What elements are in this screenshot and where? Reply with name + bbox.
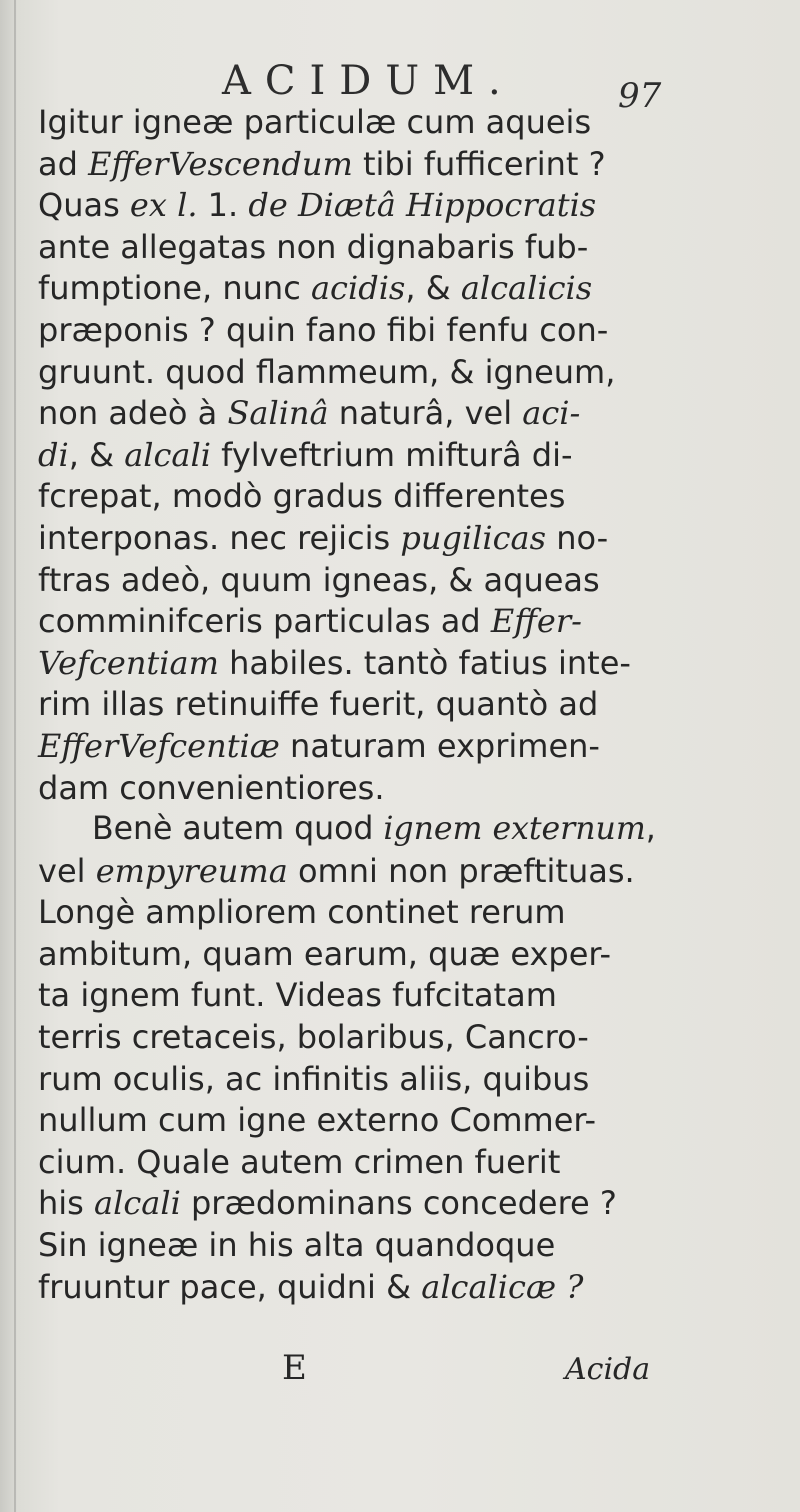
text-line [38,310,658,352]
text-run: interponas. nec rejicis [38,518,401,557]
text-line [38,352,658,394]
text-line [38,892,658,934]
text-line [38,643,658,685]
text-line [38,227,658,269]
text-run: Salinâ [227,394,329,433]
text-line [38,1100,658,1142]
text-run: cium. Quale autem crimen fuerit [38,1142,561,1181]
text-line [38,102,658,144]
text-run: ignem externum [383,811,646,848]
text-run: Quas [38,186,130,225]
text-run: naturâ, vel [328,394,523,433]
text-line [38,601,658,643]
text-run: habiles. tantò fatius inte- [218,643,631,682]
text-run: dam convenientiores. [38,768,385,807]
text-run: ante allegatas non dignabaris fub- [38,227,589,266]
text-run: Igitur igneæ particulæ cum aqueis [38,103,592,141]
text-line [38,393,658,435]
text-line [38,518,658,560]
text-run: de Diætâ Hippocratis [248,186,597,225]
text-run: naturam exprimen- [279,726,600,765]
text-run: alcali [124,435,211,474]
text-run: prædominans concedere ? [180,1184,617,1223]
text-run: alcalicis [460,269,593,308]
text-run: fylveftrium mifturâ di- [210,435,573,474]
text-run: di [38,435,69,474]
text-run: gruunt. quod flammeum, & igneum, [38,352,616,391]
text-run: Sin igneæ in his alta quandoque [38,1226,556,1265]
text-run: no- [546,518,609,557]
text-line [38,1267,658,1309]
text-run: empyreuma [95,851,288,890]
text-line [38,185,658,227]
text-run: ex l. [129,186,198,225]
text-run: acidis [310,269,406,308]
text-run: comminifceris particulas ad [38,602,491,641]
text-run: Benè autem quod [92,811,384,848]
text-run: tibi fufficerint ? [352,144,606,183]
catchword: Acida [565,1352,651,1387]
text-run: vel [38,851,96,890]
running-head: ACIDUM. [222,58,515,104]
text-run: fruuntur pace, quidni & [38,1267,422,1306]
text-line [38,476,658,518]
text-run: pugilicas [400,518,547,557]
signature-mark: E [282,1348,307,1388]
text-run: aci- [522,394,581,433]
text-run: fumptione, nunc [38,269,311,308]
page-number: 97 [618,76,662,116]
text-run: rum oculis, ac infinitis aliis, quibus [38,1059,590,1098]
text-run: , & [68,435,125,474]
text-line [38,1059,658,1101]
text-run: , & [405,269,461,308]
text-line [38,1142,658,1184]
text-run: ambitum, quam earum, quæ exper- [38,934,612,973]
text-line [38,975,658,1017]
text-run: Vefcentiam [38,643,219,682]
text-line [38,851,658,893]
text-run: terris cretaceis, bolaribus, Cancro- [38,1018,589,1057]
text-run: , [645,811,656,848]
body-text [38,102,658,1308]
text-run: ta ignem funt. Videas fufcitatam [38,976,557,1015]
text-line [38,560,658,602]
text-line [38,726,658,768]
text-run: ad [38,144,89,183]
text-line [38,144,658,186]
text-run: alcali [94,1184,181,1223]
text-run: alcalicæ ? [421,1267,584,1306]
text-line [38,1225,658,1267]
text-run: nullum cum igne externo Commer- [38,1101,597,1140]
text-run: Effer- [490,602,582,641]
text-line [38,1183,658,1225]
page-footer [0,1348,800,1398]
text-run: ftras adeò, quum igneas, & aqueas [38,560,600,599]
text-line [38,1017,658,1059]
text-run: 1. [197,186,249,225]
text-line [38,435,658,477]
text-run: EfferVefcentiæ [38,726,280,765]
text-run: præponis ? quin fano fibi fenfu con- [38,310,609,349]
text-run: rim illas retinuiffe fuerit, quantò ad [38,685,599,724]
text-line [38,268,658,310]
text-run: fcrepat, modò gradus differentes [38,477,566,516]
page-header [0,48,800,116]
text-line [38,934,658,976]
text-run: Longè ampliorem continet rerum [38,893,566,932]
text-line [38,768,658,810]
text-line [38,684,658,726]
text-run: non adeò à [38,394,228,433]
text-line [38,809,658,851]
text-run: EfferVescendum [88,144,353,183]
text-run: omni non præftituas. [287,851,635,890]
binding-gutter [14,0,16,1512]
text-run: his [38,1184,95,1223]
